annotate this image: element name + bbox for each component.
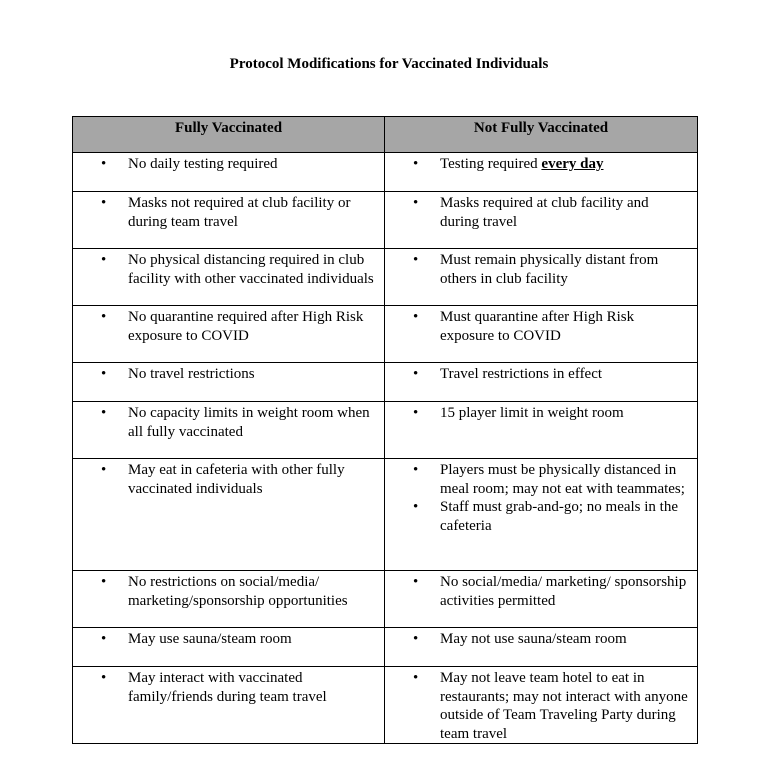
not-fully-vaccinated-cell (385, 571, 698, 628)
fully-vaccinated-cell (73, 628, 385, 667)
list-item-text: Testing required (440, 156, 542, 172)
table-row (73, 459, 698, 571)
not-fully-vaccinated-cell (385, 306, 698, 363)
table-row (73, 402, 698, 459)
list-item: • Masks not required at club facility or during team travel (101, 194, 376, 231)
list-item: • May not leave team hotel to eat in restaurants; may not interact with anyone outside of Team Traveling Party during team travel (413, 669, 689, 743)
column-header-not-fully-vaccinated: Not Fully Vaccinated (385, 117, 698, 153)
not-fully-vaccinated-cell (385, 628, 698, 667)
document-title: Protocol Modifications for Vaccinated Individuals (229, 56, 549, 72)
table-row (73, 249, 698, 306)
list-item: • 15 player limit in weight room (413, 404, 689, 423)
fully-vaccinated-cell (73, 192, 385, 249)
fully-vaccinated-cell (73, 363, 385, 402)
fully-vaccinated-cell (73, 667, 385, 744)
table-row (73, 628, 698, 667)
table-row (73, 667, 698, 744)
list-item: • No quarantine required after High Risk exposure to COVID (101, 308, 376, 345)
not-fully-vaccinated-cell (385, 249, 698, 306)
list-item: • May interact with vaccinated family/friends during team travel (101, 669, 376, 706)
not-fully-vaccinated-cell (385, 363, 698, 402)
not-fully-vaccinated-cell (385, 402, 698, 459)
list-item: • No restrictions on social/media/ marketing/sponsorship opportunities (101, 573, 376, 610)
list-item: • May eat in cafeteria with other fully vaccinated individuals (101, 461, 376, 498)
list-item (413, 155, 689, 174)
list-item: • Travel restrictions in effect (413, 365, 689, 384)
list-item: • No social/media/ marketing/ sponsorship activities permitted (413, 573, 689, 610)
list-item: • Must remain physically distant from others in club facility (413, 251, 689, 288)
not-fully-vaccinated-cell (385, 459, 698, 571)
protocol-table (72, 116, 698, 744)
table-row (73, 306, 698, 363)
list-item: • No travel restrictions (101, 365, 376, 384)
list-item: • No physical distancing required in club facility with other vaccinated individuals (101, 251, 376, 288)
emphasis-text: every day (541, 156, 604, 172)
table-header-row (73, 117, 698, 153)
table-row (73, 363, 698, 402)
list-item: • Masks required at club facility and during travel (413, 194, 689, 231)
fully-vaccinated-cell (73, 571, 385, 628)
fully-vaccinated-cell (73, 459, 385, 571)
fully-vaccinated-cell (73, 153, 385, 192)
not-fully-vaccinated-cell (385, 192, 698, 249)
not-fully-vaccinated-cell (385, 667, 698, 744)
not-fully-vaccinated-cell (385, 153, 698, 192)
list-item: • No capacity limits in weight room when all fully vaccinated (101, 404, 376, 441)
fully-vaccinated-cell (73, 402, 385, 459)
table-row (73, 153, 698, 192)
list-item: • May use sauna/steam room (101, 630, 376, 649)
list-item: • Staff must grab-and-go; no meals in the cafeteria (413, 498, 689, 535)
fully-vaccinated-cell (73, 249, 385, 306)
table-row (73, 571, 698, 628)
table-row (73, 192, 698, 249)
list-item: • Players must be physically distanced in meal room; may not eat with teammates; (413, 461, 689, 498)
list-item: • May not use sauna/steam room (413, 630, 689, 649)
list-item: • No daily testing required (101, 155, 376, 174)
column-header-fully-vaccinated: Fully Vaccinated (73, 117, 385, 153)
fully-vaccinated-cell (73, 306, 385, 363)
list-item: • Must quarantine after High Risk exposure to COVID (413, 308, 689, 345)
